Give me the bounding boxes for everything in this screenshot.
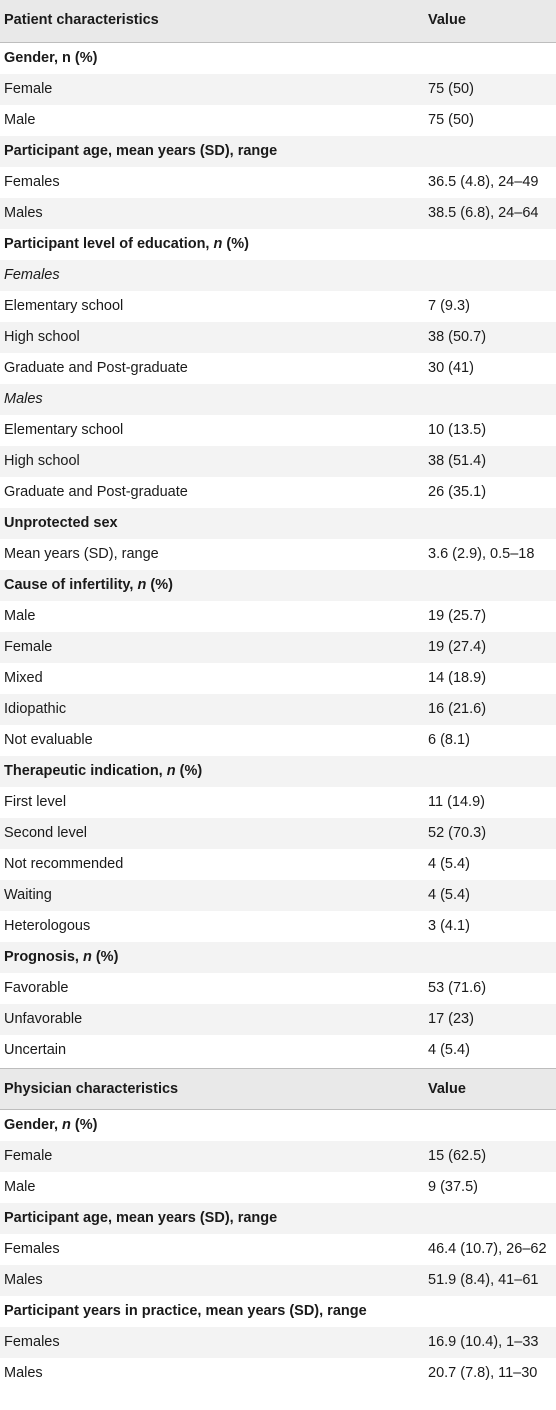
table-row: [0, 477, 556, 508]
section-heading-row: [0, 570, 556, 601]
row-label: [4, 818, 87, 849]
table-row: [0, 446, 556, 477]
table-row: [0, 167, 556, 198]
physician-header-value: Value: [428, 1081, 466, 1097]
row-value: 3 (4.1): [428, 918, 470, 934]
row-label-part: Favorable: [4, 980, 69, 996]
row-value: 14 (18.9): [428, 670, 487, 686]
row-label-part: Not recommended: [4, 856, 124, 872]
row-label: [4, 1234, 60, 1265]
row-value: 6 (8.1): [428, 732, 470, 748]
patient-header-value: Value: [428, 12, 466, 28]
section-heading-row: [0, 229, 556, 260]
table-row: [0, 601, 556, 632]
row-label-part: Unfavorable: [4, 1011, 83, 1027]
row-label: [4, 880, 52, 911]
row-value: 75 (50): [428, 112, 474, 128]
row-label-part: Waiting: [4, 887, 52, 903]
row-label-part: n: [213, 236, 223, 252]
row-label: [4, 973, 68, 1004]
table-row: [0, 973, 556, 1004]
patient-header-characteristics: Patient characteristics: [4, 12, 159, 28]
row-label-part: Participant level of education,: [4, 236, 214, 252]
patient-table-body: [0, 43, 556, 1066]
row-label: [4, 1203, 277, 1234]
row-label: [4, 446, 80, 477]
row-label: [4, 911, 90, 942]
table-row: [0, 725, 556, 756]
row-label-part: (%): [175, 763, 203, 779]
row-label-part: Mean years (SD), range: [4, 546, 159, 562]
row-label-part: Males: [4, 1272, 43, 1288]
table-row: [0, 632, 556, 663]
row-value: 15 (62.5): [428, 1148, 487, 1164]
row-label: [4, 477, 188, 508]
row-value: 38.5 (6.8), 24–64: [428, 205, 539, 221]
row-label-part: Female: [4, 81, 53, 97]
row-value: 11 (14.9): [428, 794, 485, 810]
table-row: [0, 1234, 556, 1265]
row-label-part: Participant years in practice, mean years (SD), range: [4, 1303, 367, 1319]
row-label: [4, 663, 43, 694]
row-label-part: Females: [4, 1334, 60, 1350]
row-label-part: High school: [4, 329, 80, 345]
row-value: 4 (5.4): [428, 856, 470, 872]
row-label: [4, 570, 173, 601]
row-value: 19 (27.4): [428, 639, 487, 655]
row-value: 16.9 (10.4), 1–33: [428, 1334, 539, 1350]
row-label: [4, 508, 118, 539]
patient-table-header: [0, 0, 556, 43]
row-label-part: Unprotected sex: [4, 515, 118, 531]
row-value: 19 (25.7): [428, 608, 487, 624]
row-label: [4, 136, 277, 167]
physician-header-characteristics: Physician characteristics: [4, 1081, 179, 1097]
table-row: [0, 322, 556, 353]
row-label-part: Participant age, mean years (SD), range: [4, 1210, 278, 1226]
row-value: 38 (50.7): [428, 329, 487, 345]
table-row: [0, 694, 556, 725]
row-label: [4, 942, 118, 973]
row-label-part: Gender,: [4, 1117, 63, 1133]
row-label-part: Female: [4, 639, 53, 655]
row-value: 46.4 (10.7), 26–62: [428, 1241, 547, 1257]
row-label-part: Graduate and Post-graduate: [4, 360, 188, 376]
row-value: 36.5 (4.8), 24–49: [428, 174, 539, 190]
subsection-heading-row: [0, 384, 556, 415]
row-label-part: Idiopathic: [4, 701, 67, 717]
row-value: 16 (21.6): [428, 701, 487, 717]
row-label-part: Male: [4, 608, 36, 624]
row-label: [4, 1296, 367, 1327]
section-heading-row: [0, 1203, 556, 1234]
table-row: [0, 1327, 556, 1358]
table-row: [0, 291, 556, 322]
row-value: 10 (13.5): [428, 422, 487, 438]
row-label-part: (%): [146, 577, 173, 593]
table-row: [0, 415, 556, 446]
table-row: [0, 663, 556, 694]
row-label: [4, 694, 66, 725]
row-label: [4, 105, 35, 136]
row-label-part: High school: [4, 453, 80, 469]
row-value: 26 (35.1): [428, 484, 487, 500]
row-label: [4, 415, 123, 446]
row-label-part: Cause of infertility,: [4, 577, 138, 593]
row-label-part: Males: [4, 391, 43, 407]
row-label-part: n: [82, 949, 92, 965]
row-label-part: Males: [4, 205, 43, 221]
row-label: [4, 229, 249, 260]
table-row: [0, 818, 556, 849]
table-row: [0, 353, 556, 384]
row-label-part: Males: [4, 1365, 43, 1381]
row-label: [4, 353, 188, 384]
row-label-part: Male: [4, 112, 36, 128]
row-label-part: Heterologous: [4, 918, 91, 934]
row-label-part: Females: [4, 1241, 60, 1257]
row-value: 7 (9.3): [428, 298, 470, 314]
physician-table-body: [0, 1110, 556, 1389]
table-row: [0, 787, 556, 818]
table-row: [0, 880, 556, 911]
row-label-part: First level: [4, 794, 67, 810]
table-row: [0, 1004, 556, 1035]
section-heading-row: [0, 136, 556, 167]
section-heading-row: [0, 1296, 556, 1327]
row-value: 3.6 (2.9), 0.5–18: [428, 546, 535, 562]
row-label: [4, 43, 97, 74]
section-heading-row: [0, 942, 556, 973]
row-label: [4, 1110, 97, 1141]
table-row: [0, 1358, 556, 1389]
row-label-part: Elementary school: [4, 298, 124, 314]
row-label-part: Second level: [4, 825, 88, 841]
row-label: [4, 787, 66, 818]
row-value: 9 (37.5): [428, 1179, 478, 1195]
row-label-part: (%): [91, 949, 119, 965]
row-value: 4 (5.4): [428, 887, 470, 903]
row-label: [4, 74, 52, 105]
row-label: [4, 1035, 66, 1066]
row-label-part: n: [62, 1117, 71, 1133]
section-heading-row: [0, 756, 556, 787]
row-label-part: Female: [4, 1148, 53, 1164]
row-label: [4, 1172, 35, 1203]
row-value: 51.9 (8.4), 41–61: [428, 1272, 539, 1288]
row-label-part: Not evaluable: [4, 732, 93, 748]
row-label: [4, 632, 52, 663]
row-label-part: Male: [4, 1179, 36, 1195]
row-value: 38 (51.4): [428, 453, 487, 469]
row-label-part: Females: [4, 174, 60, 190]
row-label-part: (%): [222, 236, 249, 252]
row-label: [4, 291, 123, 322]
row-label: [4, 260, 60, 291]
physician-table-header: [0, 1068, 556, 1110]
row-value: 52 (70.3): [428, 825, 487, 841]
row-label-part: n: [166, 763, 176, 779]
row-value: 30 (41): [428, 360, 474, 376]
row-label: [4, 539, 159, 570]
row-label: [4, 601, 35, 632]
row-value: 4 (5.4): [428, 1042, 470, 1058]
section-heading-row: [0, 1110, 556, 1141]
table-row: [0, 105, 556, 136]
table-row: [0, 911, 556, 942]
row-label: [4, 198, 43, 229]
row-label: [4, 1358, 43, 1389]
row-label: [4, 725, 93, 756]
row-label-part: Mixed: [4, 670, 43, 686]
table-row: [0, 1172, 556, 1203]
row-value: 53 (71.6): [428, 980, 487, 996]
row-label: [4, 1004, 82, 1035]
row-value: 20.7 (7.8), 11–30: [428, 1365, 538, 1381]
row-label-part: (%): [70, 1117, 98, 1133]
row-label-part: Females: [4, 267, 60, 283]
row-value: 17 (23): [428, 1011, 474, 1027]
table-row: [0, 1265, 556, 1296]
row-label: [4, 1141, 52, 1172]
row-label-part: Prognosis,: [4, 949, 83, 965]
row-label-part: Participant age, mean years (SD), range: [4, 143, 278, 159]
table-row: [0, 74, 556, 105]
row-label: [4, 167, 60, 198]
row-label: [4, 1327, 60, 1358]
row-label-part: Elementary school: [4, 422, 124, 438]
row-label-part: Gender, n (%): [4, 50, 98, 66]
table-row: [0, 1035, 556, 1066]
row-value: 75 (50): [428, 81, 474, 97]
row-label: [4, 384, 43, 415]
row-label-part: Uncertain: [4, 1042, 67, 1058]
table-row: [0, 539, 556, 570]
row-label: [4, 1265, 43, 1296]
row-label: [4, 322, 80, 353]
subsection-heading-row: [0, 260, 556, 291]
row-label-part: n: [137, 577, 147, 593]
row-label-part: Graduate and Post-graduate: [4, 484, 188, 500]
table-row: [0, 198, 556, 229]
row-label-part: Therapeutic indication,: [4, 763, 167, 779]
section-heading-row: [0, 43, 556, 74]
table-row: [0, 1141, 556, 1172]
table-row: [0, 849, 556, 880]
row-label: [4, 756, 202, 787]
row-label: [4, 849, 123, 880]
section-heading-row: [0, 508, 556, 539]
